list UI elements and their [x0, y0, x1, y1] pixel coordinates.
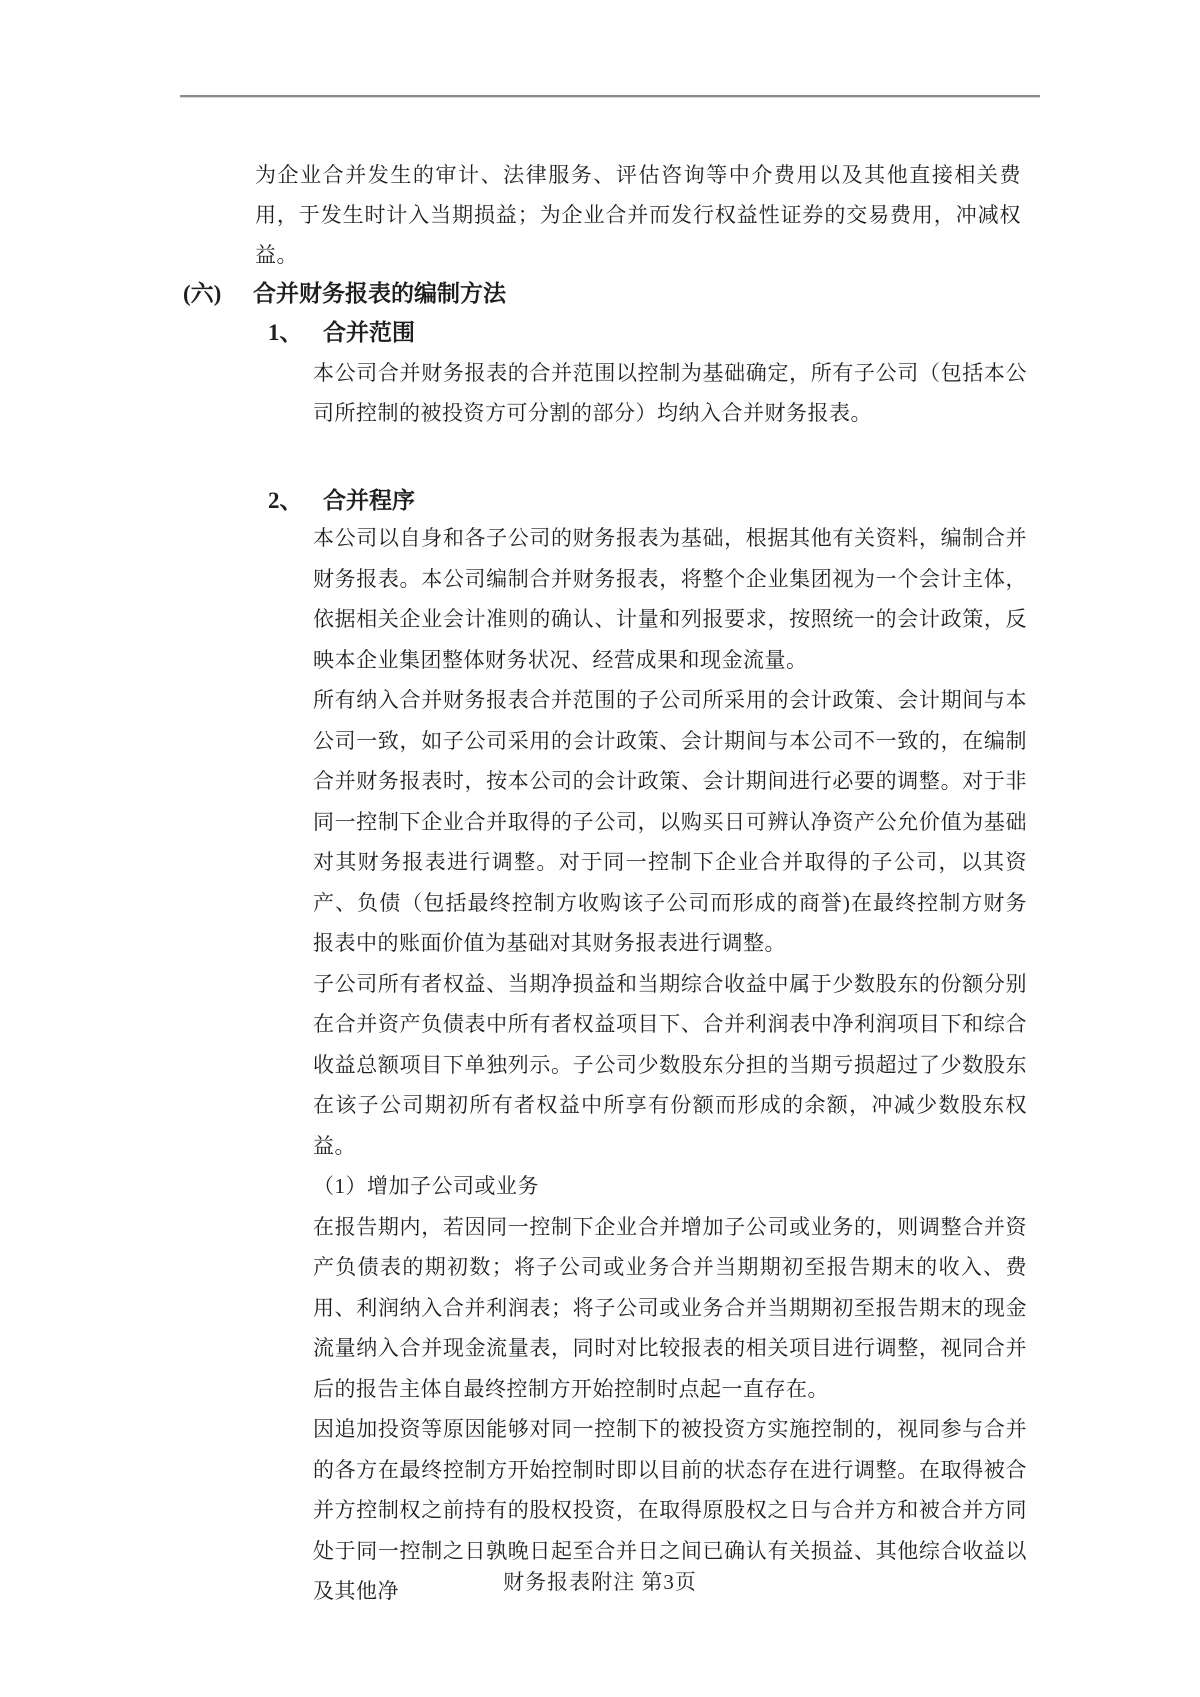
subsection-2-paragraph: 因追加投资等原因能够对同一控制下的被投资方实施控制的，视同参与合并的各方在最终控制方开始控制时即以目前的状态存在进行调整。在取得被合并方控制权之前持有的股权投资，在取得原股权之日与合并方和被合并方同处于同一控制之日孰晚日起至合并日之间已确认有关损益、其他综合收益以及其他净 [313, 1417, 1027, 1603]
subsection-2-header [268, 488, 415, 514]
subsection-2-paragraph: 本公司以自身和各子公司的财务报表为基础，根据其他有关资料，编制合并财务报表。本公司编制合并财务报表，将整个企业集团视为一个会计主体，依据相关企业会计准则的确认、计量和列报要求，按照统一的会计政策，反映本企业集团整体财务状况、经营成果和现金流量。 [313, 526, 1027, 672]
subsection-2-paragraph: 所有纳入合并财务报表合并范围的子公司所采用的会计政策、会计期间与本公司一致，如子公司采用的会计政策、会计期间与本公司不一致的，在编制合并财务报表时，按本公司的会计政策、会计期间进行必要的调整。对于非同一控制下企业合并取得的子公司，以购买日可辨认净资产公允价值为基础对其财务报表进行调整。对于同一控制下企业合并取得的子公司，以其资产、负债（包括最终控制方收购该子公司而形成的商誉)在最终控制方财务报表中的账面价值为基础对其财务报表进行调整。 [313, 688, 1027, 955]
section-header [183, 281, 506, 307]
intro-paragraph-block [255, 155, 1021, 275]
subsection-2-title: 合并程序 [323, 488, 415, 513]
subsection-1-title: 合并范围 [323, 320, 415, 345]
subsection-1-body [313, 353, 1027, 433]
page-footer: 财务报表附注 第3页 [503, 1570, 697, 1594]
subsection-1-number: 1、 [268, 320, 303, 345]
subsection-1-header [268, 320, 415, 346]
subsection-2-paragraph: （1）增加子公司或业务 [313, 1174, 539, 1198]
subsection-2-paragraph: 子公司所有者权益、当期净损益和当期综合收益中属于少数股东的份额分别在合并资产负债表中所有者权益项目下、合并利润表中净利润项目下和综合收益总额项目下单独列示。子公司少数股东分担的当期亏损超过了少数股东在该子公司期初所有者权益中所享有份额而形成的余额，冲减少数股东权益。 [313, 971, 1027, 1158]
intro-paragraph: 为企业合并发生的审计、法律服务、评估咨询等中介费用以及其他直接相关费用，于发生时计入当期损益；为企业合并而发行权益性证券的交易费用，冲减权益。 [255, 163, 1021, 267]
subsection-2-paragraph: 在报告期内，若因同一控制下企业合并增加子公司或业务的，则调整合并资产负债表的期初数；将子公司或业务合并当期期初至报告期末的收入、费用、利润纳入合并利润表；将子公司或业务合并当期期初至报告期末的现金流量纳入合并现金流量表，同时对比较报表的相关项目进行调整，视同合并后的报告主体自最终控制方开始控制时点起一直存在。 [313, 1214, 1027, 1401]
page-header-rule [180, 95, 1040, 98]
section-number: (六) [183, 281, 222, 306]
subsection-1-paragraph: 本公司合并财务报表的合并范围以控制为基础确定，所有子公司（包括本公司所控制的被投资方可分割的部分）均纳入合并财务报表。 [313, 361, 1027, 425]
subsection-2-number: 2、 [268, 488, 303, 513]
subsection-2-body [313, 518, 1027, 1612]
section-title: 合并财务报表的编制方法 [253, 281, 506, 306]
